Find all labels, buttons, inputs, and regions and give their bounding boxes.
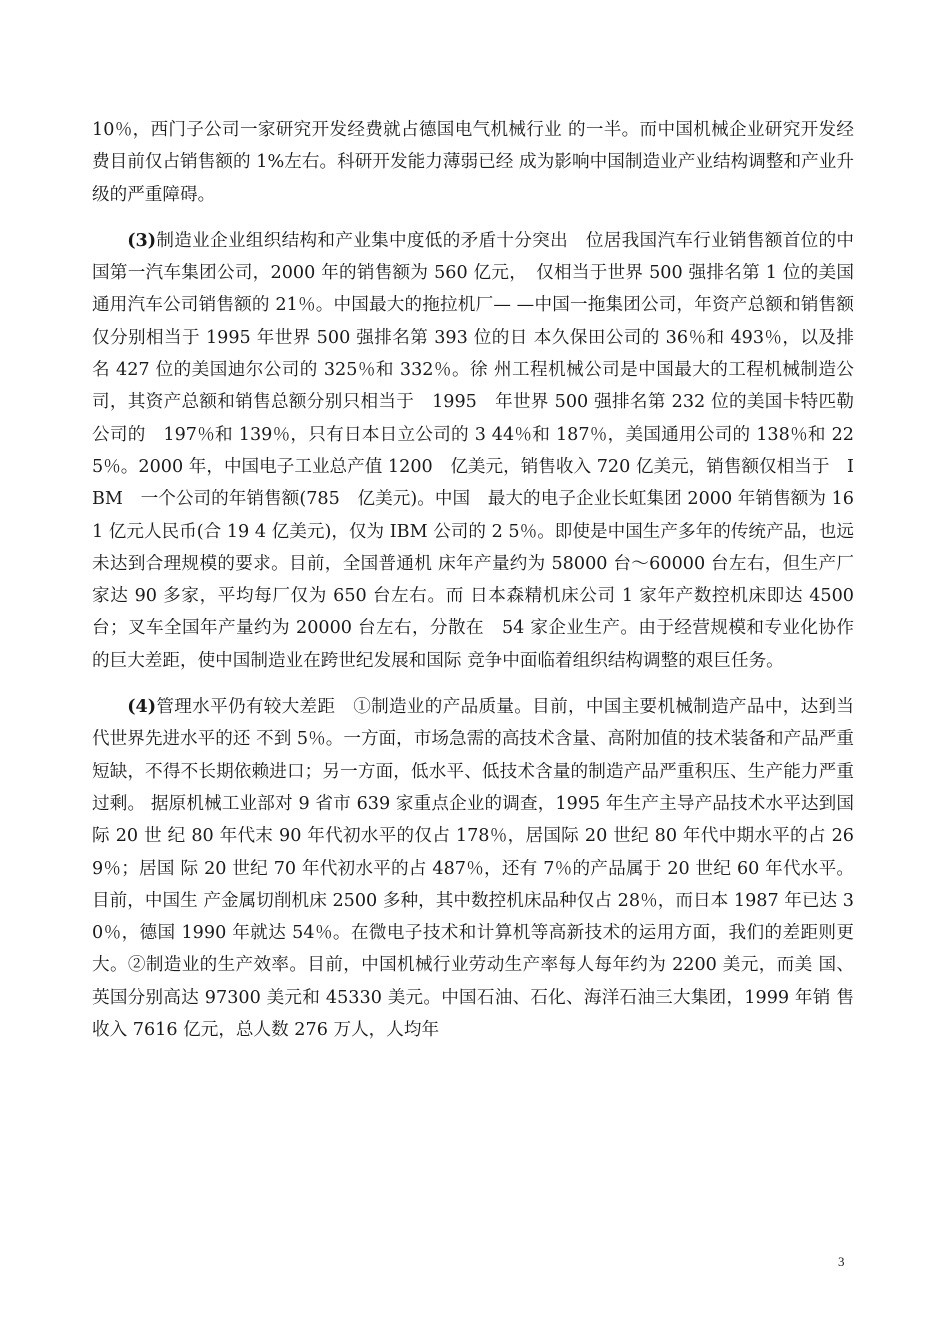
page-number: 3: [838, 1254, 845, 1269]
paragraph-3-text: 管理水平仍有较大差距 ①制造业的产品质量。目前，中国主要机械制造产品中，达到当代世界先进水平的还 不到 5％。一方面，市场急需的高技术含量、高附加值的技术装备和产品严重短缺，不得不长期依赖进口；另一方面，低水平、低技术含量的制造产品严重积压、生产能力严重过剩。 据原机械工业部对 9 省市 639 家重点企业的调查，1995 年生产主导产品技术水平达到国际 20 世 纪 80 年代末 90 年代初水平的仅占 178％，居国际 20 世纪 80 年代中期水平的占 269％；居国 际 20 世纪 70 年代初水平的占 487％，还有 7％的产品属于 20 世纪 60 年代水平。目前，中国生 产金属切削机床 2500 多种，其中数控机床品种仅占 28％，而日本 1987 年已达 30％，德国 1990 年就达 54％。在微电子技术和计算机等高新技术的运用方面，我们的差距则更大。②制造业的生产效率。目前，中国机械行业劳动生产率每人每年约为 2200 美元，而美 国、英国分别高达 97300 美元和 45330 美元。中国石油、石化、海洋石油三大集团，1999 年销 售收入 7616 亿元，总人数 276 万人，人均年: [92, 697, 854, 1041]
paragraph-2-text: 制造业企业组织结构和产业集中度低的矛盾十分突出 位居我国汽车行业销售额首位的中国第一汽车集团公司，2000 年的销售额为 560 亿元， 仅相当于世界 500 强排名第 1 位的美国通用汽车公司销售额的 21％。中国最大的拖拉机厂— —中国一拖集团公司，年资产总额和销售额仅分别相当于 1995 年世界 500 强排名第 393 位的日 本久保田公司的 36％和 493％，以及排名 427 位的美国迪尔公司的 325％和 332％。徐 州工程机械公司是中国最大的工程机械制造公司，其资产总额和销售总额分别只相当于 1995 年世界 500 强排名第 232 位的美国卡特匹勒公司的 197％和 139％，只有日本日立公司的 3 44％和 187％，美国通用公司的 138％和 225％。2000 年，中国电子工业总产值 1200 亿美元，销售收入 720 亿美元，销售额仅相当于 IBM 一个公司的年销售额(785 亿美元)。中国 最大的电子企业长虹集团 2000 年销售额为 161 亿元人民币(合 19 4 亿美元)，仅为 IBM 公司的 2 5％。即使是中国生产多年的传统产品，也远未达到合理规模的要求。目前，全国普通机 床年产量约为 58000 台～60000 台左右，但生产厂家达 90 多家，平均每厂仅为 650 台左右。而 日本森精机床公司 1 家年产数控机床即达 4500 台；叉车全国年产量约为 20000 台左右，分散在 54 家企业生产。由于经营规模和专业化协作的巨大差距，使中国制造业在跨世纪发展和国际 竞争中面临着组织结构调整的艰巨任务。: [92, 230, 854, 671]
document-body: [92, 114, 854, 1046]
paragraph-3-number: (4): [127, 696, 157, 718]
paragraph-1-text: 10％，西门子公司一家研究开发经费就占德国电气机械行业 的一半。而中国机械企业研究开发经费目前仅占销售额的 1%左右。科研开发能力薄弱已经 成为影响中国制造业产业结构调整和产业升级的严重障碍。: [92, 120, 854, 205]
paragraph-2-number: (3): [127, 229, 157, 251]
paragraph-3: [92, 691, 854, 1046]
paragraph-2: [92, 225, 854, 677]
paragraph-1: [92, 114, 854, 211]
